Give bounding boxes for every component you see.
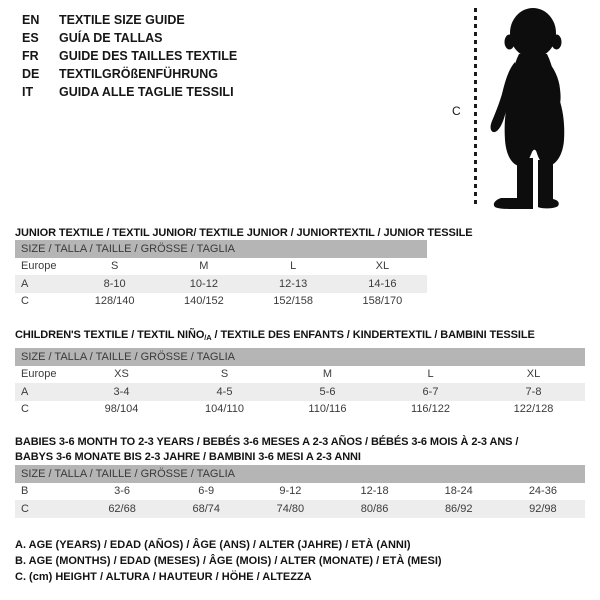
- language-row: [22, 29, 237, 47]
- size-cell: 116/122: [411, 403, 450, 416]
- size-cell: 158/170: [362, 295, 403, 308]
- size-cell: 4-5: [173, 383, 276, 401]
- language-code: FR: [22, 49, 39, 63]
- size-cell: 62/68: [80, 500, 164, 518]
- size-cell: 98/104: [104, 403, 139, 416]
- toddler-silhouette-figure: [481, 2, 600, 212]
- children-title-post: / TEXTILE DES ENFANTS / KINDERTEXTIL / BAMBINI TESSILE: [211, 329, 535, 342]
- legend-line-a: A. AGE (YEARS) / EDAD (AÑOS) / ÂGE (ANS) / ALTER (JAHRE) / ETÀ (ANNI): [15, 539, 411, 551]
- size-cell: 104/110: [205, 403, 244, 416]
- size-header-cell: SIZE / TALLA / TAILLE / GRÖSSE / TAGLIA: [15, 348, 585, 366]
- size-header-row: [15, 240, 427, 258]
- size-cell: 74/80: [248, 500, 332, 518]
- children-title-pre: CHILDREN'S TEXTILE / TEXTIL NIÑO: [15, 329, 205, 342]
- size-cell: 68/74: [164, 500, 248, 518]
- size-cell: 86/92: [417, 500, 501, 518]
- size-cell: 110/116: [308, 403, 347, 416]
- size-cell: 14-16: [338, 275, 427, 293]
- children-size-table: [15, 348, 585, 418]
- size-cell: 6-9: [198, 485, 215, 498]
- size-cell: 122/128: [513, 403, 554, 416]
- table-row: [15, 258, 427, 276]
- size-cell: 12-18: [360, 485, 389, 498]
- table-row: [15, 500, 585, 518]
- row-label: B: [21, 485, 29, 498]
- table-row: [15, 383, 585, 401]
- language-title: GUIDA ALLE TAGLIE TESSILI: [59, 85, 234, 99]
- size-cell: 3-4: [70, 383, 173, 401]
- size-cell: 18-24: [444, 485, 473, 498]
- table-row: [15, 293, 427, 311]
- table-row: [15, 366, 585, 384]
- babies-title-line1: BABIES 3-6 MONTH TO 2-3 YEARS / BEBÉS 3-6 MESES A 2-3 AÑOS / BÉBÉS 3-6 MOIS À 2-3 ANS /: [15, 436, 519, 449]
- language-title: TEXTILE SIZE GUIDE: [59, 13, 185, 27]
- height-measure-dashed-line: [474, 8, 477, 206]
- legend-line-c: C. (cm) HEIGHT / ALTURA / HAUTEUR / HÖHE / ALTEZZA: [15, 571, 312, 583]
- junior-size-table: [15, 240, 427, 310]
- children-title-subscript: /A: [204, 333, 212, 343]
- legend-line-b: B. AGE (MONTHS) / EDAD (MESES) / ÂGE (MOIS) / ALTER (MONATE) / ETÀ (MESI): [15, 555, 442, 567]
- measure-legend: [15, 537, 442, 585]
- size-header-cell: SIZE / TALLA / TAILLE / GRÖSSE / TAGLIA: [15, 465, 585, 483]
- language-row: [22, 47, 237, 65]
- size-cell: 5-6: [276, 383, 379, 401]
- row-label: Europe: [21, 368, 57, 381]
- size-cell: 9-12: [279, 485, 302, 498]
- size-cell: 92/98: [501, 500, 585, 518]
- size-cell: 10-12: [159, 275, 248, 293]
- table-row: [15, 401, 585, 419]
- babies-size-table: [15, 465, 585, 518]
- size-cell: 3-6: [114, 485, 131, 498]
- babies-table-title: [15, 435, 518, 465]
- row-label: A: [15, 275, 70, 293]
- size-cell: S: [110, 260, 119, 273]
- size-header-row: [15, 348, 585, 366]
- language-code: DE: [22, 67, 40, 81]
- language-code: ES: [22, 31, 39, 45]
- language-row: [22, 11, 237, 29]
- language-title: GUIDE DES TAILLES TEXTILE: [59, 49, 238, 63]
- language-header: [22, 11, 237, 101]
- size-header-cell: SIZE / TALLA / TAILLE / GRÖSSE / TAGLIA: [15, 240, 427, 258]
- language-title: GUÍA DE TALLAS: [59, 31, 163, 45]
- row-label: C: [21, 295, 29, 308]
- size-cell: 8-10: [70, 275, 159, 293]
- size-cell: XS: [114, 368, 129, 381]
- size-cell: L: [427, 368, 434, 381]
- children-table-title: [15, 329, 535, 342]
- size-cell: 152/158: [273, 295, 313, 308]
- language-title: TEXTILGRÖßENFÜHRUNG: [59, 67, 219, 81]
- language-row: [22, 65, 237, 83]
- row-label: A: [15, 383, 70, 401]
- babies-title-line2: BABYS 3-6 MONATE BIS 2-3 JAHRE / BAMBINI 3-6 MESI A 2-3 ANNI: [15, 451, 361, 464]
- language-row: [22, 83, 237, 101]
- size-cell: M: [199, 260, 209, 273]
- language-code: IT: [22, 85, 34, 99]
- size-cell: 7-8: [482, 383, 585, 401]
- height-measure-label: C: [452, 104, 461, 118]
- row-label: Europe: [21, 260, 57, 273]
- size-cell: XL: [526, 368, 541, 381]
- size-cell: XL: [375, 260, 390, 273]
- size-header-row: [15, 465, 585, 483]
- junior-table-title: JUNIOR TEXTILE / TEXTIL JUNIOR/ TEXTILE JUNIOR / JUNIORTEXTIL / JUNIOR TESSILE: [15, 227, 473, 240]
- size-cell: 24-36: [528, 485, 557, 498]
- row-label: C: [15, 500, 80, 518]
- size-cell: 12-13: [249, 275, 338, 293]
- size-cell: S: [220, 368, 229, 381]
- size-cell: 140/152: [183, 295, 224, 308]
- table-row: [15, 275, 427, 293]
- language-code: EN: [22, 13, 40, 27]
- table-row: [15, 483, 585, 501]
- row-label: C: [21, 403, 29, 416]
- size-cell: 6-7: [379, 383, 482, 401]
- size-cell: 80/86: [332, 500, 416, 518]
- size-cell: M: [322, 368, 333, 381]
- size-cell: 128/140: [94, 295, 135, 308]
- size-cell: L: [290, 260, 297, 273]
